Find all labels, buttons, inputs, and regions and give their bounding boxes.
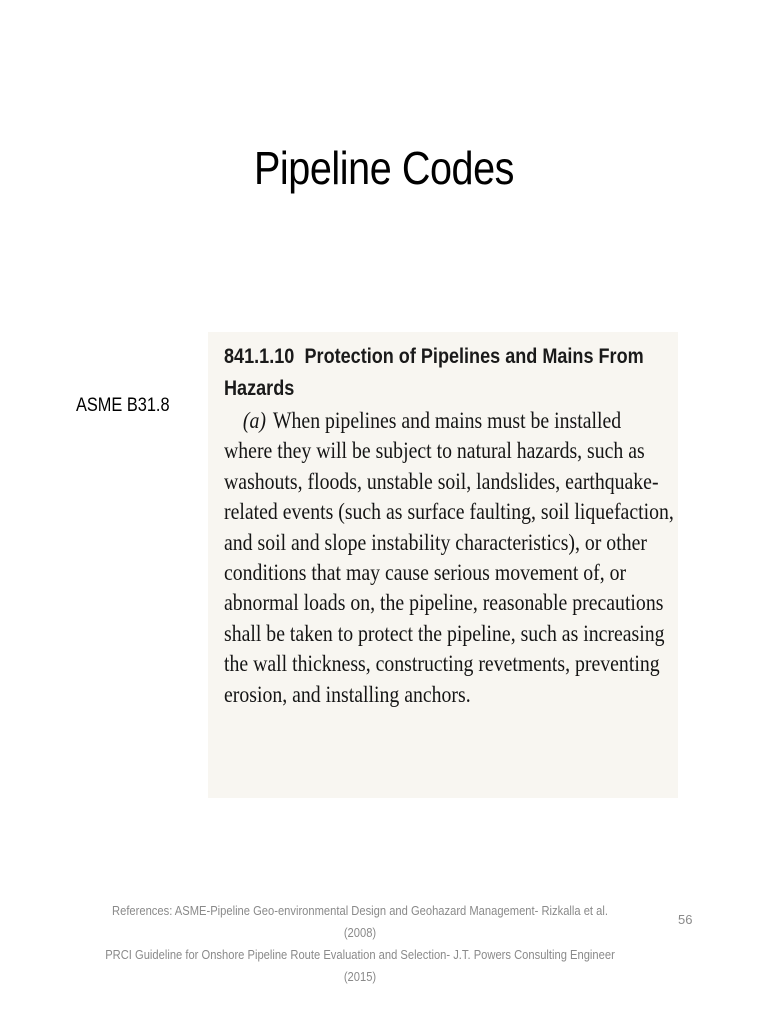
excerpt-line: and soil and slope instability characteristics), or other <box>224 529 647 555</box>
excerpt-line: conditions that may cause serious movement of, or <box>224 560 627 586</box>
excerpt-line: where they will be subject to natural hazards, such as <box>224 438 645 464</box>
section-number: 841.1.10 <box>224 345 295 368</box>
excerpt-line: washouts, floods, unstable soil, landslides, earthquake- <box>224 468 659 494</box>
code-excerpt-image <box>208 332 678 798</box>
code-label: ASME B31.8 <box>76 395 170 416</box>
slide-title: Pipeline Codes <box>253 142 515 194</box>
references <box>102 900 618 988</box>
excerpt-heading <box>224 341 671 405</box>
excerpt-line-text: When pipelines and mains must be installed <box>272 408 622 433</box>
reference-line-2: PRCI Guideline for Onshore Pipeline Route Evaluation and Selection- J.T. Powers Consulting Engineer (2015) <box>105 947 615 984</box>
excerpt-line: related events (such as surface faulting, soil liquefaction, <box>224 499 674 525</box>
heading-line-1: Protection of Pipelines and Mains From <box>304 345 644 368</box>
excerpt-body <box>224 406 674 710</box>
excerpt-line: shall be taken to protect the pipeline, such as increasing <box>224 620 665 646</box>
excerpt-line: the wall thickness, constructing revetments, preventing <box>224 651 660 677</box>
reference-line-1: References: ASME-Pipeline Geo-environmental Design and Geohazard Management- Rizkalla et al. (2008) <box>112 903 608 940</box>
page-number: 56 <box>678 912 693 927</box>
excerpt-line: erosion, and installing anchors. <box>224 681 471 707</box>
excerpt-line <box>224 406 664 436</box>
paragraph-marker: (a) <box>242 408 266 433</box>
excerpt-line: abnormal loads on, the pipeline, reasonable precautions <box>224 590 664 616</box>
heading-line-2: Hazards <box>224 377 295 400</box>
